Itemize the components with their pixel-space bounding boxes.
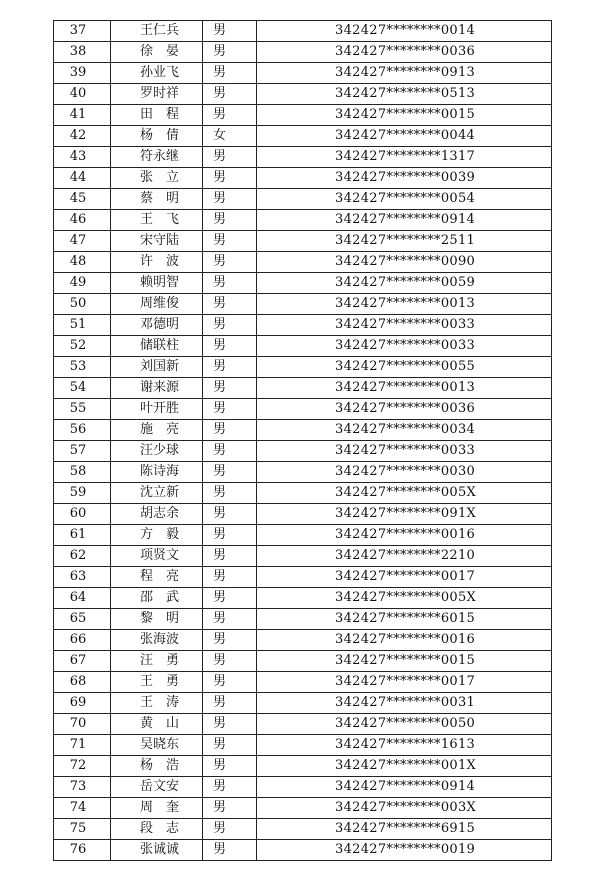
table-row <box>54 63 552 84</box>
row-number-cell: 55 <box>54 399 111 420</box>
row-number-cell: 41 <box>54 105 111 126</box>
row-number-cell: 59 <box>54 483 111 504</box>
table-row <box>54 483 552 504</box>
row-number-cell: 75 <box>54 819 111 840</box>
row-number-cell: 40 <box>54 84 111 105</box>
row-number-cell: 67 <box>54 651 111 672</box>
id-number-cell: 342427********005X <box>257 588 552 609</box>
table-row <box>54 567 552 588</box>
gender-cell: 男 <box>203 105 257 126</box>
gender-cell: 男 <box>203 714 257 735</box>
gender-cell: 男 <box>203 588 257 609</box>
row-number-cell: 58 <box>54 462 111 483</box>
row-number-cell: 49 <box>54 273 111 294</box>
gender-cell: 男 <box>203 546 257 567</box>
id-number-cell: 342427********0014 <box>257 21 552 42</box>
table-row <box>54 714 552 735</box>
row-number-cell: 56 <box>54 420 111 441</box>
person-name-cell: 田 程 <box>111 105 203 126</box>
gender-cell: 男 <box>203 819 257 840</box>
person-name-cell: 汪少球 <box>111 441 203 462</box>
table-row <box>54 357 552 378</box>
gender-cell: 男 <box>203 378 257 399</box>
gender-cell: 女 <box>203 126 257 147</box>
gender-cell: 男 <box>203 84 257 105</box>
person-name-cell: 黄 山 <box>111 714 203 735</box>
id-number-cell: 342427********0036 <box>257 42 552 63</box>
gender-cell: 男 <box>203 651 257 672</box>
person-name-cell: 王 涛 <box>111 693 203 714</box>
table-row <box>54 693 552 714</box>
id-number-cell: 342427********0030 <box>257 462 552 483</box>
table-row <box>54 588 552 609</box>
person-name-cell: 施 亮 <box>111 420 203 441</box>
table-row <box>54 546 552 567</box>
gender-cell: 男 <box>203 231 257 252</box>
id-number-cell: 342427********003X <box>257 798 552 819</box>
gender-cell: 男 <box>203 336 257 357</box>
id-number-cell: 342427********2511 <box>257 231 552 252</box>
id-number-cell: 342427********005X <box>257 483 552 504</box>
row-number-cell: 63 <box>54 567 111 588</box>
id-number-cell: 342427********6915 <box>257 819 552 840</box>
gender-cell: 男 <box>203 147 257 168</box>
person-name-cell: 罗时祥 <box>111 84 203 105</box>
id-number-cell: 342427********2210 <box>257 546 552 567</box>
person-name-cell: 杨 倩 <box>111 126 203 147</box>
person-name-cell: 储联柱 <box>111 336 203 357</box>
person-name-cell: 刘国新 <box>111 357 203 378</box>
id-number-cell: 342427********0015 <box>257 105 552 126</box>
gender-cell: 男 <box>203 441 257 462</box>
table-row <box>54 336 552 357</box>
table-row <box>54 21 552 42</box>
id-number-cell: 342427********001X <box>257 756 552 777</box>
row-number-cell: 45 <box>54 189 111 210</box>
row-number-cell: 53 <box>54 357 111 378</box>
person-name-cell: 沈立新 <box>111 483 203 504</box>
row-number-cell: 51 <box>54 315 111 336</box>
id-number-cell: 342427********0913 <box>257 63 552 84</box>
id-number-cell: 342427********0013 <box>257 378 552 399</box>
gender-cell: 男 <box>203 168 257 189</box>
person-name-cell: 蔡 明 <box>111 189 203 210</box>
gender-cell: 男 <box>203 252 257 273</box>
person-name-cell: 邓德明 <box>111 315 203 336</box>
person-name-cell: 方 毅 <box>111 525 203 546</box>
row-number-cell: 76 <box>54 840 111 861</box>
row-number-cell: 73 <box>54 777 111 798</box>
row-number-cell: 39 <box>54 63 111 84</box>
table-row <box>54 672 552 693</box>
gender-cell: 男 <box>203 21 257 42</box>
row-number-cell: 46 <box>54 210 111 231</box>
gender-cell: 男 <box>203 567 257 588</box>
gender-cell: 男 <box>203 756 257 777</box>
row-number-cell: 60 <box>54 504 111 525</box>
gender-cell: 男 <box>203 525 257 546</box>
table-row <box>54 273 552 294</box>
id-number-cell: 342427********0055 <box>257 357 552 378</box>
person-name-cell: 张海波 <box>111 630 203 651</box>
id-number-cell: 342427********0513 <box>257 84 552 105</box>
gender-cell: 男 <box>203 483 257 504</box>
gender-cell: 男 <box>203 315 257 336</box>
gender-cell: 男 <box>203 189 257 210</box>
row-number-cell: 64 <box>54 588 111 609</box>
row-number-cell: 62 <box>54 546 111 567</box>
person-name-cell: 宋守陆 <box>111 231 203 252</box>
gender-cell: 男 <box>203 42 257 63</box>
table-row <box>54 525 552 546</box>
table-row <box>54 462 552 483</box>
table-row <box>54 294 552 315</box>
person-name-cell: 谢来源 <box>111 378 203 399</box>
row-number-cell: 70 <box>54 714 111 735</box>
table-row <box>54 147 552 168</box>
person-name-cell: 邵 武 <box>111 588 203 609</box>
id-number-cell: 342427********0017 <box>257 672 552 693</box>
id-number-cell: 342427********0031 <box>257 693 552 714</box>
person-name-cell: 张诚诚 <box>111 840 203 861</box>
row-number-cell: 37 <box>54 21 111 42</box>
id-number-cell: 342427********0034 <box>257 420 552 441</box>
id-number-cell: 342427********0033 <box>257 336 552 357</box>
row-number-cell: 47 <box>54 231 111 252</box>
roster-table <box>53 20 552 861</box>
table-row <box>54 735 552 756</box>
table-row <box>54 441 552 462</box>
table-row <box>54 756 552 777</box>
row-number-cell: 42 <box>54 126 111 147</box>
table-row <box>54 231 552 252</box>
gender-cell: 男 <box>203 840 257 861</box>
id-number-cell: 342427********0036 <box>257 399 552 420</box>
person-name-cell: 项贤文 <box>111 546 203 567</box>
table-row <box>54 126 552 147</box>
person-name-cell: 许 波 <box>111 252 203 273</box>
row-number-cell: 48 <box>54 252 111 273</box>
row-number-cell: 52 <box>54 336 111 357</box>
id-number-cell: 342427********0914 <box>257 210 552 231</box>
row-number-cell: 72 <box>54 756 111 777</box>
gender-cell: 男 <box>203 777 257 798</box>
id-number-cell: 342427********0054 <box>257 189 552 210</box>
table-row <box>54 609 552 630</box>
person-name-cell: 周维俊 <box>111 294 203 315</box>
table-row <box>54 420 552 441</box>
gender-cell: 男 <box>203 357 257 378</box>
person-name-cell: 段 志 <box>111 819 203 840</box>
row-number-cell: 61 <box>54 525 111 546</box>
table-row <box>54 315 552 336</box>
id-number-cell: 342427********1613 <box>257 735 552 756</box>
id-number-cell: 342427********0059 <box>257 273 552 294</box>
id-number-cell: 342427********0019 <box>257 840 552 861</box>
person-name-cell: 王仁兵 <box>111 21 203 42</box>
id-number-cell: 342427********0039 <box>257 168 552 189</box>
table-row <box>54 798 552 819</box>
gender-cell: 男 <box>203 798 257 819</box>
person-name-cell: 王 勇 <box>111 672 203 693</box>
gender-cell: 男 <box>203 63 257 84</box>
id-number-cell: 342427********091X <box>257 504 552 525</box>
person-name-cell: 陈诗海 <box>111 462 203 483</box>
person-name-cell: 符永继 <box>111 147 203 168</box>
id-number-cell: 342427********0914 <box>257 777 552 798</box>
row-number-cell: 69 <box>54 693 111 714</box>
id-number-cell: 342427********0013 <box>257 294 552 315</box>
table-row <box>54 777 552 798</box>
row-number-cell: 44 <box>54 168 111 189</box>
table-row <box>54 168 552 189</box>
row-number-cell: 74 <box>54 798 111 819</box>
row-number-cell: 50 <box>54 294 111 315</box>
gender-cell: 男 <box>203 630 257 651</box>
gender-cell: 男 <box>203 273 257 294</box>
person-name-cell: 徐 晏 <box>111 42 203 63</box>
id-number-cell: 342427********0017 <box>257 567 552 588</box>
row-number-cell: 43 <box>54 147 111 168</box>
gender-cell: 男 <box>203 420 257 441</box>
table-row <box>54 105 552 126</box>
gender-cell: 男 <box>203 399 257 420</box>
person-name-cell: 岳文安 <box>111 777 203 798</box>
person-name-cell: 吴晓东 <box>111 735 203 756</box>
row-number-cell: 66 <box>54 630 111 651</box>
person-name-cell: 孙业飞 <box>111 63 203 84</box>
person-name-cell: 张 立 <box>111 168 203 189</box>
gender-cell: 男 <box>203 210 257 231</box>
gender-cell: 男 <box>203 504 257 525</box>
id-number-cell: 342427********0033 <box>257 441 552 462</box>
id-number-cell: 342427********0044 <box>257 126 552 147</box>
id-number-cell: 342427********0033 <box>257 315 552 336</box>
table-row <box>54 189 552 210</box>
person-name-cell: 汪 勇 <box>111 651 203 672</box>
id-number-cell: 342427********6015 <box>257 609 552 630</box>
person-name-cell: 叶开胜 <box>111 399 203 420</box>
table-row <box>54 840 552 861</box>
table-row <box>54 84 552 105</box>
table-row <box>54 210 552 231</box>
id-number-cell: 342427********0016 <box>257 630 552 651</box>
gender-cell: 男 <box>203 693 257 714</box>
row-number-cell: 54 <box>54 378 111 399</box>
table-row <box>54 252 552 273</box>
table-row <box>54 819 552 840</box>
gender-cell: 男 <box>203 462 257 483</box>
person-name-cell: 周 奎 <box>111 798 203 819</box>
person-name-cell: 王 飞 <box>111 210 203 231</box>
person-name-cell: 胡志余 <box>111 504 203 525</box>
row-number-cell: 68 <box>54 672 111 693</box>
person-name-cell: 程 亮 <box>111 567 203 588</box>
person-name-cell: 杨 浩 <box>111 756 203 777</box>
table-row <box>54 504 552 525</box>
id-number-cell: 342427********0015 <box>257 651 552 672</box>
table-row <box>54 42 552 63</box>
id-number-cell: 342427********0016 <box>257 525 552 546</box>
row-number-cell: 57 <box>54 441 111 462</box>
row-number-cell: 38 <box>54 42 111 63</box>
table-row <box>54 630 552 651</box>
gender-cell: 男 <box>203 294 257 315</box>
roster-table-body <box>54 21 552 861</box>
person-name-cell: 赖明智 <box>111 273 203 294</box>
row-number-cell: 71 <box>54 735 111 756</box>
id-number-cell: 342427********0090 <box>257 252 552 273</box>
gender-cell: 男 <box>203 735 257 756</box>
id-number-cell: 342427********0050 <box>257 714 552 735</box>
row-number-cell: 65 <box>54 609 111 630</box>
table-row <box>54 378 552 399</box>
table-row <box>54 651 552 672</box>
gender-cell: 男 <box>203 609 257 630</box>
person-name-cell: 黎 明 <box>111 609 203 630</box>
table-row <box>54 399 552 420</box>
id-number-cell: 342427********1317 <box>257 147 552 168</box>
gender-cell: 男 <box>203 672 257 693</box>
